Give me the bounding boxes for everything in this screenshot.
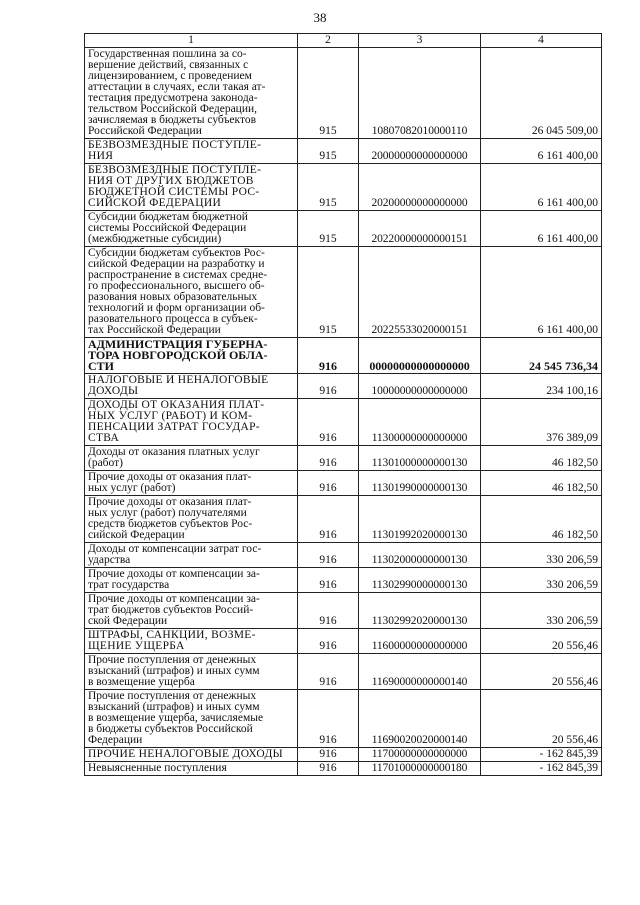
row-code-cell: 916 bbox=[298, 762, 359, 776]
row-sum-cell: 24 545 736,34 bbox=[481, 338, 602, 374]
table-row bbox=[85, 654, 602, 690]
row-name-line: лицензированием, с проведением bbox=[88, 70, 252, 82]
row-code-cell: 916 bbox=[298, 748, 359, 762]
row-name-line: Федерации bbox=[88, 734, 143, 746]
row-kbk-cell: 11301000000000130 bbox=[359, 446, 481, 471]
row-kbk-cell: 20225533020000151 bbox=[359, 247, 481, 338]
row-name-line: АДМИНИСТРАЦИЯ ГУБЕРНА- bbox=[88, 337, 268, 351]
row-sum-cell: 6 161 400,00 bbox=[481, 247, 602, 338]
row-code-cell: 915 bbox=[298, 211, 359, 247]
row-name-line: взысканий (штрафов) и иных сумм bbox=[88, 701, 260, 713]
row-name-cell bbox=[85, 338, 298, 374]
row-kbk-cell: 20200000000000000 bbox=[359, 164, 481, 211]
row-code-cell: 916 bbox=[298, 629, 359, 654]
row-name-line: Прочие доходы от оказания плат- bbox=[88, 496, 252, 508]
table-row bbox=[85, 543, 602, 568]
row-code-cell: 915 bbox=[298, 247, 359, 338]
row-sum-cell: 234 100,16 bbox=[481, 374, 602, 399]
row-name-cell bbox=[85, 164, 298, 211]
row-kbk-cell: 20000000000000000 bbox=[359, 139, 481, 164]
row-code-cell: 916 bbox=[298, 543, 359, 568]
table-row bbox=[85, 399, 602, 446]
row-name-line: в бюджеты субъектов Российской bbox=[88, 723, 253, 735]
row-name-line: СТИ bbox=[88, 359, 115, 373]
row-name-line: Прочие доходы от компенсации за- bbox=[88, 568, 260, 580]
row-name-line: ПРОЧИЕ НЕНАЛОГОВЫЕ ДОХОДЫ bbox=[88, 748, 283, 760]
row-name-cell bbox=[85, 593, 298, 629]
row-name-line: разования новых образовательных bbox=[88, 291, 258, 303]
table-row bbox=[85, 164, 602, 211]
table-row bbox=[85, 593, 602, 629]
table-row bbox=[85, 762, 602, 776]
table-row bbox=[85, 374, 602, 399]
row-name-cell bbox=[85, 762, 298, 776]
row-name-line: Субсидии бюджетам бюджетной bbox=[88, 211, 248, 223]
row-kbk-cell: 11690000000000140 bbox=[359, 654, 481, 690]
row-name-line: ных услуг (работ) получателями bbox=[88, 507, 247, 519]
budget-revenue-table bbox=[84, 33, 602, 776]
row-name-line: разовательного процесса в субъек- bbox=[88, 313, 258, 325]
row-kbk-cell: 11301990000000130 bbox=[359, 471, 481, 496]
row-name-cell bbox=[85, 629, 298, 654]
row-name-cell bbox=[85, 399, 298, 446]
row-name-line: НИЯ ОТ ДРУГИХ БЮДЖЕТОВ bbox=[88, 175, 254, 187]
row-name-cell bbox=[85, 374, 298, 399]
row-code-cell: 916 bbox=[298, 399, 359, 446]
row-sum-cell: 330 206,59 bbox=[481, 543, 602, 568]
row-sum-cell: - 162 845,39 bbox=[481, 762, 602, 776]
row-name-line: СИЙСКОЙ ФЕДЕРАЦИИ bbox=[88, 197, 222, 209]
row-kbk-cell: 11302992020000130 bbox=[359, 593, 481, 629]
row-kbk-cell: 10807082010000110 bbox=[359, 48, 481, 139]
row-code-cell: 915 bbox=[298, 48, 359, 139]
row-name-line: ударства bbox=[88, 554, 131, 566]
row-name-line: БЕЗВОЗМЕЗДНЫЕ ПОСТУПЛЕ- bbox=[88, 164, 262, 176]
row-sum-cell: 46 182,50 bbox=[481, 446, 602, 471]
row-kbk-cell: 20220000000000151 bbox=[359, 211, 481, 247]
row-name-line: трат государства bbox=[88, 579, 170, 591]
row-name-line: тельством Российской Федерации, bbox=[88, 103, 258, 115]
row-name-line: БЮДЖЕТНОЙ СИСТЕМЫ РОС- bbox=[88, 186, 260, 198]
row-name-cell bbox=[85, 211, 298, 247]
row-name-line: зачисляемая в бюджеты субъектов bbox=[88, 114, 257, 126]
table-row bbox=[85, 139, 602, 164]
row-name-line: Доходы от компенсации затрат гос- bbox=[88, 543, 262, 555]
table-row bbox=[85, 568, 602, 593]
table-row bbox=[85, 748, 602, 762]
row-name-line: тах Российской Федерации bbox=[88, 324, 221, 336]
row-code-cell: 916 bbox=[298, 374, 359, 399]
row-code-cell: 916 bbox=[298, 593, 359, 629]
row-kbk-cell: 00000000000000000 bbox=[359, 338, 481, 374]
row-code-cell: 915 bbox=[298, 164, 359, 211]
row-name-cell bbox=[85, 543, 298, 568]
row-name-line: Доходы от оказания платных услуг bbox=[88, 446, 260, 458]
row-name-line: сийской Федерации на разработку и bbox=[88, 258, 265, 270]
table-row bbox=[85, 496, 602, 543]
table-row bbox=[85, 446, 602, 471]
row-name-line: (работ) bbox=[88, 457, 123, 469]
row-kbk-cell: 11300000000000000 bbox=[359, 399, 481, 446]
row-name-cell bbox=[85, 446, 298, 471]
row-name-line: в возмещение ущерба, зачисляемые bbox=[88, 712, 264, 724]
row-kbk-cell: 11701000000000180 bbox=[359, 762, 481, 776]
row-name-cell bbox=[85, 48, 298, 139]
column-header-4: 4 bbox=[481, 34, 602, 48]
row-sum-cell: 26 045 509,00 bbox=[481, 48, 602, 139]
row-sum-cell: - 162 845,39 bbox=[481, 748, 602, 762]
row-name-line: Российской Федерации bbox=[88, 125, 202, 137]
row-name-cell bbox=[85, 654, 298, 690]
row-name-line: Прочие поступления от денежных bbox=[88, 654, 257, 666]
row-name-line: Прочие доходы от оказания плат- bbox=[88, 471, 252, 483]
row-kbk-cell: 11600000000000000 bbox=[359, 629, 481, 654]
row-name-line: трат бюджетов субъектов Россий- bbox=[88, 604, 254, 616]
page-number: 38 bbox=[313, 10, 327, 25]
table-row bbox=[85, 690, 602, 748]
row-sum-cell: 20 556,46 bbox=[481, 629, 602, 654]
row-sum-cell: 6 161 400,00 bbox=[481, 139, 602, 164]
column-header-1: 1 bbox=[85, 34, 298, 48]
row-name-line: НАЛОГОВЫЕ И НЕНАЛОГОВЫЕ bbox=[88, 374, 269, 386]
row-kbk-cell: 11301992020000130 bbox=[359, 496, 481, 543]
row-code-cell: 915 bbox=[298, 139, 359, 164]
row-name-line: вершение действий, связанных с bbox=[88, 59, 249, 71]
row-name-line: Прочие поступления от денежных bbox=[88, 690, 257, 702]
table-header-row bbox=[85, 34, 602, 48]
row-code-cell: 916 bbox=[298, 496, 359, 543]
row-kbk-cell: 11302990000000130 bbox=[359, 568, 481, 593]
row-name-line: ПЕНСАЦИИ ЗАТРАТ ГОСУДАР- bbox=[88, 421, 260, 433]
row-name-line: аттестации в случаях, если такая ат- bbox=[88, 81, 266, 93]
row-sum-cell: 330 206,59 bbox=[481, 568, 602, 593]
column-header-2: 2 bbox=[298, 34, 359, 48]
row-name-line: технологий и форм организации об- bbox=[88, 302, 265, 314]
row-name-line: Субсидии бюджетам субъектов Рос- bbox=[88, 247, 265, 259]
row-name-line: средств бюджетов субъектов Рос- bbox=[88, 518, 253, 530]
row-kbk-cell: 11302000000000130 bbox=[359, 543, 481, 568]
row-name-cell bbox=[85, 247, 298, 338]
column-header-3: 3 bbox=[359, 34, 481, 48]
row-sum-cell: 6 161 400,00 bbox=[481, 211, 602, 247]
row-name-cell bbox=[85, 748, 298, 762]
row-sum-cell: 376 389,09 bbox=[481, 399, 602, 446]
row-name-line: Невыясненные поступления bbox=[88, 762, 227, 774]
table-row bbox=[85, 247, 602, 338]
row-code-cell: 916 bbox=[298, 338, 359, 374]
row-name-line: СТВА bbox=[88, 432, 120, 444]
row-kbk-cell: 11700000000000000 bbox=[359, 748, 481, 762]
table-row bbox=[85, 338, 602, 374]
row-sum-cell: 46 182,50 bbox=[481, 471, 602, 496]
row-name-cell bbox=[85, 568, 298, 593]
row-name-line: распространение в системах средне- bbox=[88, 269, 268, 281]
row-sum-cell: 330 206,59 bbox=[481, 593, 602, 629]
row-sum-cell: 20 556,46 bbox=[481, 654, 602, 690]
row-name-line: НЫХ УСЛУГ (РАБОТ) И КОМ- bbox=[88, 410, 253, 422]
table-row bbox=[85, 211, 602, 247]
row-name-line: системы Российской Федерации bbox=[88, 222, 247, 234]
row-code-cell: 916 bbox=[298, 568, 359, 593]
row-name-line: ЩЕНИЕ УЩЕРБА bbox=[88, 640, 185, 652]
row-sum-cell: 6 161 400,00 bbox=[481, 164, 602, 211]
row-name-cell bbox=[85, 496, 298, 543]
table-row bbox=[85, 629, 602, 654]
row-code-cell: 916 bbox=[298, 690, 359, 748]
row-name-line: ДОХОДЫ ОТ ОКАЗАНИЯ ПЛАТ- bbox=[88, 399, 265, 411]
row-name-line: ской Федерации bbox=[88, 615, 168, 627]
table-row bbox=[85, 471, 602, 496]
row-name-line: Прочие доходы от компенсации за- bbox=[88, 593, 260, 605]
row-kbk-cell: 11690020020000140 bbox=[359, 690, 481, 748]
row-code-cell: 916 bbox=[298, 471, 359, 496]
row-code-cell: 916 bbox=[298, 446, 359, 471]
row-name-line: БЕЗВОЗМЕЗДНЫЕ ПОСТУПЛЕ- bbox=[88, 139, 262, 151]
row-sum-cell: 20 556,46 bbox=[481, 690, 602, 748]
row-sum-cell: 46 182,50 bbox=[481, 496, 602, 543]
row-name-line: Государственная пошлина за со- bbox=[88, 48, 247, 60]
row-name-line: тестация предусмотрена законода- bbox=[88, 92, 258, 104]
row-name-line: ных услуг (работ) bbox=[88, 482, 176, 494]
row-name-line: НИЯ bbox=[88, 150, 114, 162]
row-name-line: (межбюджетные субсидии) bbox=[88, 233, 222, 245]
row-name-line: взысканий (штрафов) и иных сумм bbox=[88, 665, 260, 677]
row-name-cell bbox=[85, 139, 298, 164]
row-name-line: ШТРАФЫ, САНКЦИИ, ВОЗМЕ- bbox=[88, 629, 256, 641]
row-name-line: ДОХОДЫ bbox=[88, 385, 139, 397]
row-kbk-cell: 10000000000000000 bbox=[359, 374, 481, 399]
row-name-cell bbox=[85, 471, 298, 496]
table-row bbox=[85, 48, 602, 139]
row-name-line: го профессионального, высшего об- bbox=[88, 280, 265, 292]
row-code-cell: 916 bbox=[298, 654, 359, 690]
row-name-cell bbox=[85, 690, 298, 748]
row-name-line: в возмещение ущерба bbox=[88, 676, 195, 688]
row-name-line: сийской Федерации bbox=[88, 529, 185, 541]
row-name-line: ТОРА НОВГОРОДСКОЙ ОБЛА- bbox=[88, 348, 268, 362]
